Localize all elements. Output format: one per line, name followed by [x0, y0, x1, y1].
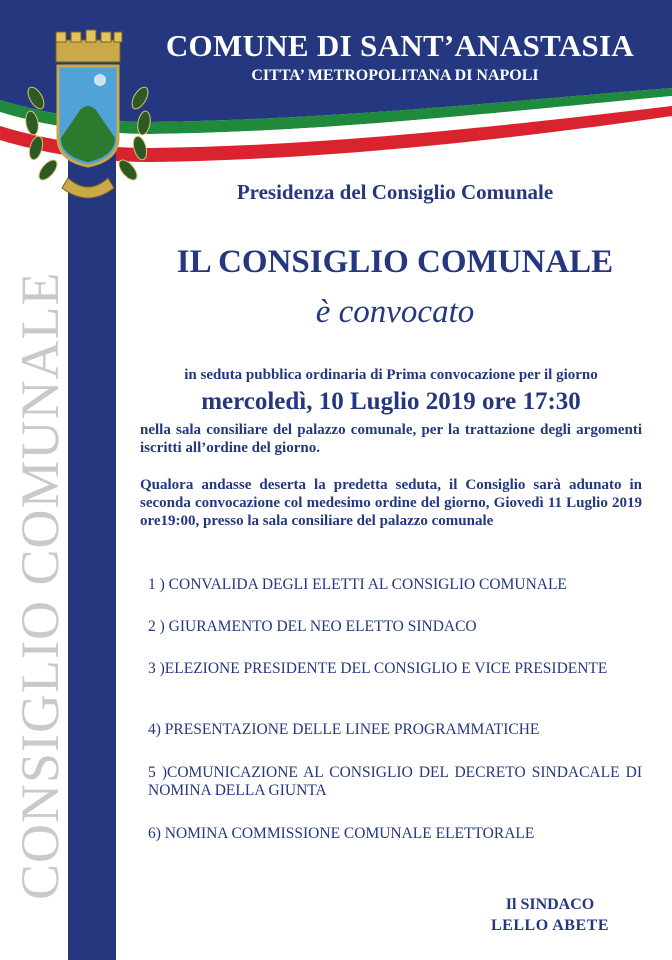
municipality-title: COMUNE DI SANT’ANASTASIA [165, 28, 635, 63]
meeting-datetime: mercoledì, 10 Luglio 2019 ore 17:30 [201, 388, 581, 415]
agenda-item-5: 5 )COMUNICAZIONE AL CONSIGLIO DEL DECRETO SINDACALE DI NOMINA DELLA GIUNTA [148, 764, 642, 799]
second-convocation-paragraph: Qualora andasse deserta la predetta seduta, il Consiglio sarà adunato in seconda convocazione col medesimo ordine del giorno, Giovedì 11 Luglio 2019 ore19:00, presso la sala consiliare del palazzo comunale [140, 477, 642, 529]
vertical-side-text: CONSIGLIO COMUNALE [10, 271, 70, 900]
agenda-item-4: 4) PRESENTAZIONE DELLE LINEE PROGRAMMATICHE [148, 721, 540, 738]
intro-text: in seduta pubblica ordinaria di Prima convocazione per il giorno [184, 367, 598, 383]
agenda-item-1: 1 ) CONVALIDA DEGLI ELETTI AL CONSIGLIO COMUNALE [148, 576, 567, 593]
signer-role: Il SINDACO [505, 896, 595, 913]
agenda-item-2: 2 ) GIURAMENTO DEL NEO ELETTO SINDACO [148, 618, 477, 635]
location-paragraph: nella sala consiliare del palazzo comunale, per la trattazione degli argomenti iscritti all’ordine del giorno. [140, 422, 642, 456]
vertical-blue-bar [68, 150, 116, 960]
agenda-item-3: 3 )ELEZIONE PRESIDENTE DEL CONSIGLIO E VICE PRESIDENTE [148, 660, 608, 677]
municipality-subtitle: CITTA’ METROPOLITANA DI NAPOLI [251, 67, 539, 84]
main-headline: IL CONSIGLIO COMUNALE [176, 244, 614, 280]
presidenza-heading: Presidenza del Consiglio Comunale [236, 180, 554, 204]
main-subhead: è convocato [315, 294, 475, 330]
municipal-crest-icon [18, 28, 158, 208]
signer-name: LELLO ABETE [491, 917, 609, 934]
agenda-item-6: 6) NOMINA COMMISSIONE COMUNALE ELETTORALE [148, 825, 535, 842]
